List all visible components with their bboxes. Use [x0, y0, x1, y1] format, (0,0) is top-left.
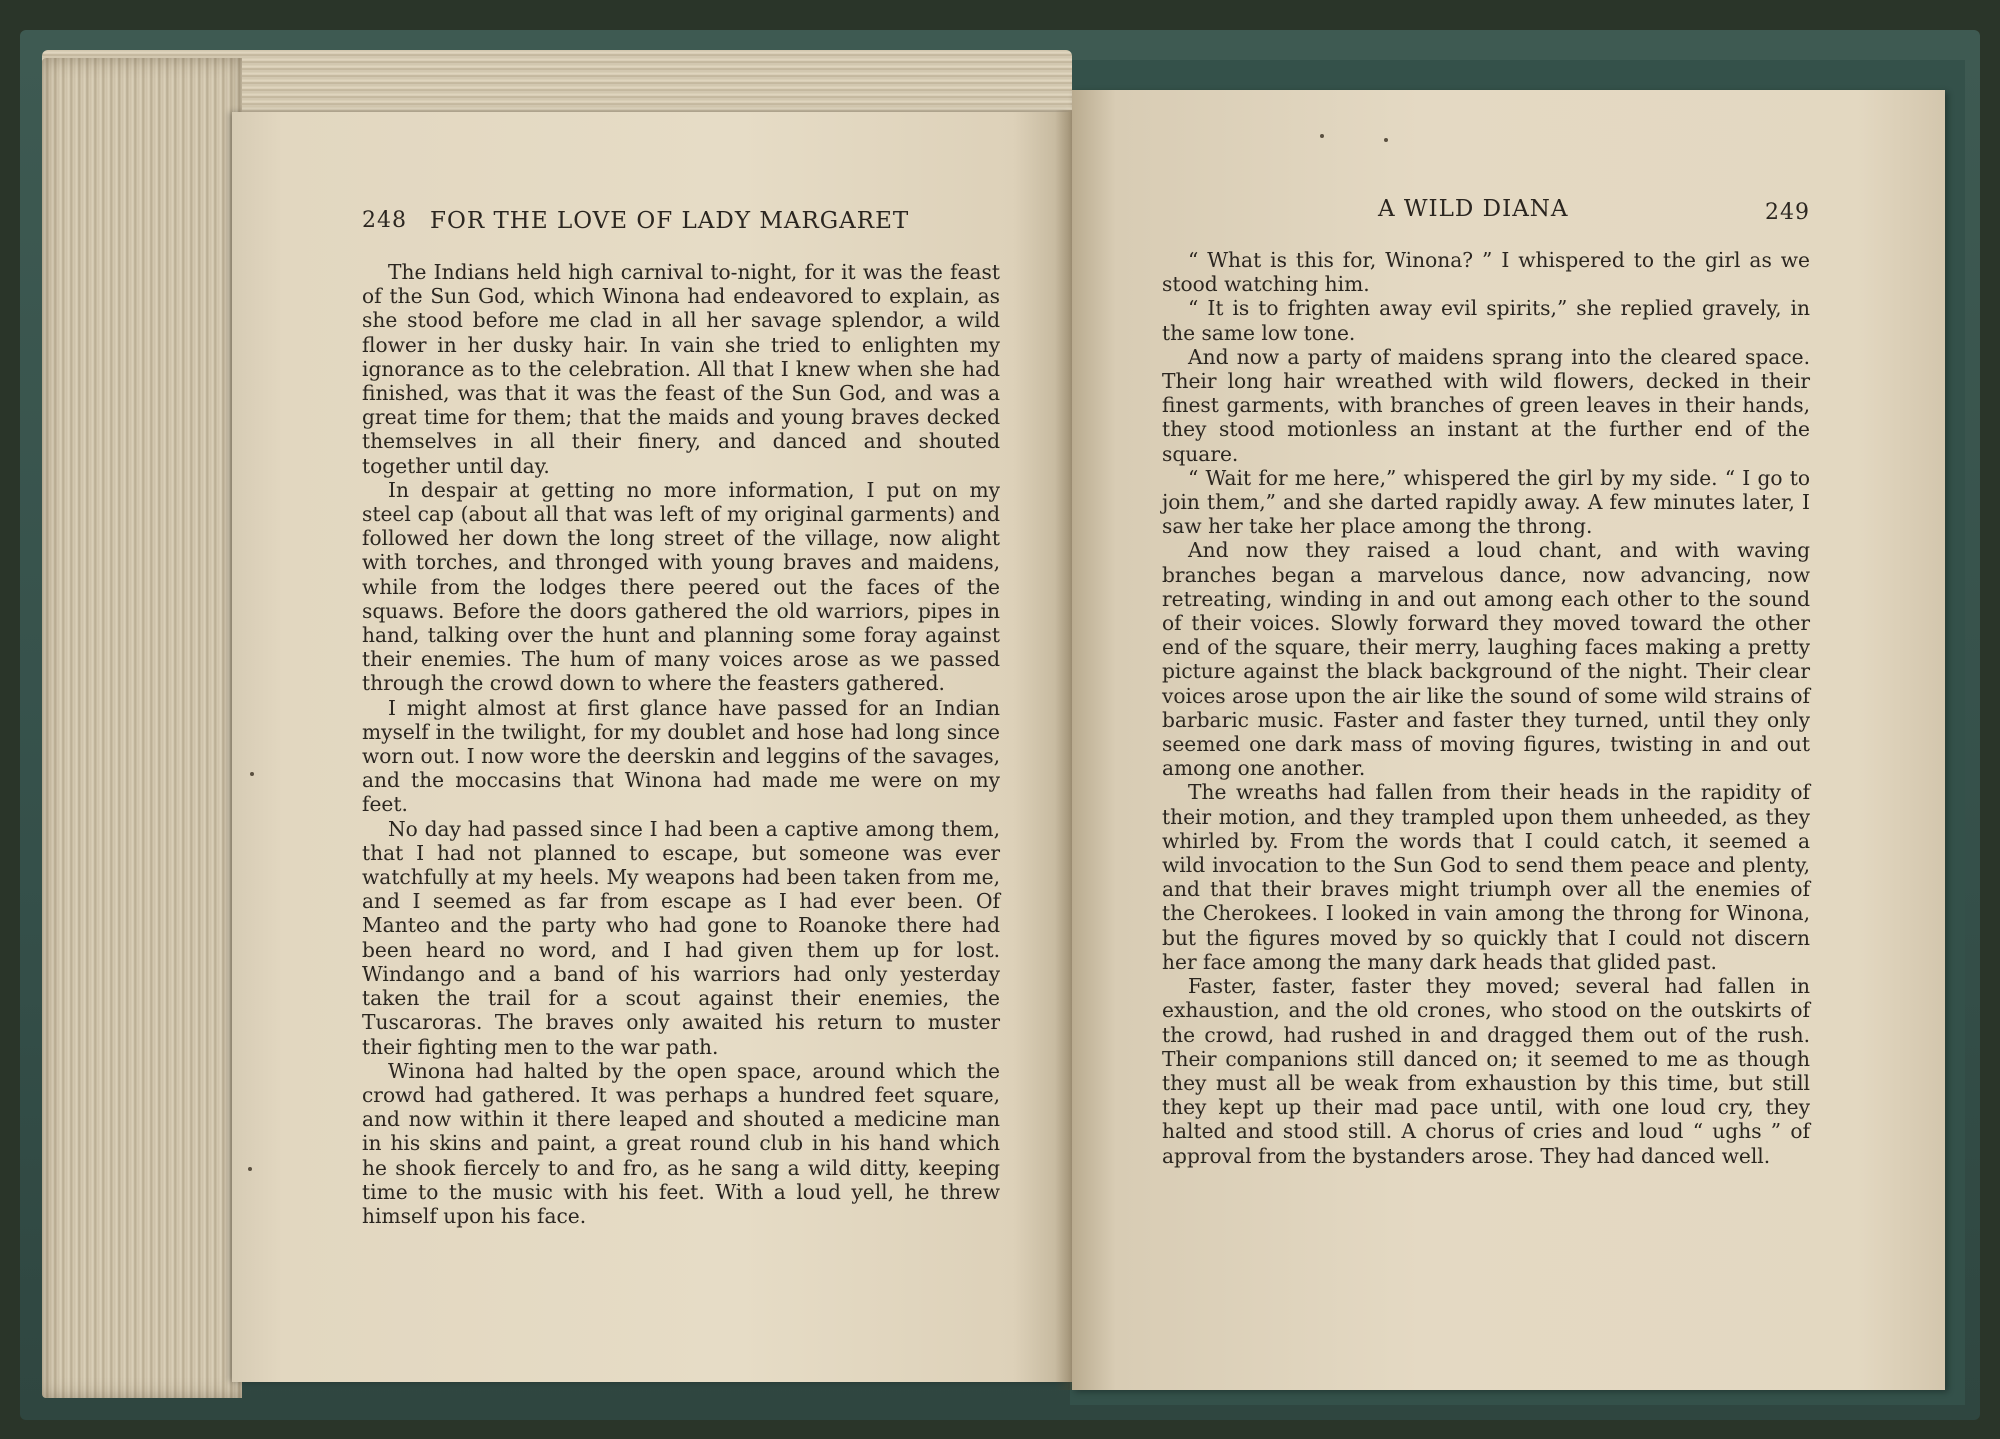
right-page-number: 249: [1765, 200, 1810, 225]
right-paragraph-6: The wreaths had fallen from their heads in the rapidity of their motion, and they trampled upon them unheeded, as they whirled by. From the words that I could catch, it seemed a wild invocation to the Sun God to send them peace and plenty, and that their braves might triumph over all the enemies of the Cherokees. I looked in vain among the throng for Winona, but the figures moved by so quickly that I could not discern her face among the many dark heads that glided past.: [1162, 780, 1810, 974]
right-paragraph-1: “ What is this for, Winona? ” I whispered to the girl as we stood watching him.: [1162, 248, 1810, 297]
page-block-side-edges: [42, 58, 242, 1398]
left-page-body: [362, 260, 1000, 1228]
paper-speck: [1320, 134, 1324, 138]
left-paragraph-2: In despair at getting no more information, I put on my steel cap (about all that was left of my original garments) and followed her down the long street of the village, now alight with torches, and thronged with young braves and maidens, while from the lodges there peered out the faces of the squaws. Before the doors gathered the old warriors, pipes in hand, talking over the hunt and planning some foray against their enemies. The hum of many voices arose as we passed through the crowd down to where the feasters gathered.: [362, 477, 1000, 696]
left-paragraph-3: I might almost at first glance have passed for an Indian myself in the twilight, for my doublet and hose had long since worn out. I now wore the deerskin and leggins of the savages, and the moccasins that Winona had made me were on my feet.: [362, 695, 1000, 817]
right-paragraph-2: “ It is to frighten away evil spirits,” she replied gravely, in the same low tone.: [1162, 296, 1810, 345]
left-running-head: FOR THE LOVE OF LADY MARGARET: [430, 208, 910, 234]
left-page: [232, 112, 1072, 1382]
left-page-number: 248: [362, 208, 407, 233]
right-page-body: [1162, 248, 1810, 1168]
left-paragraph-4: No day had passed since I had been a captive among them, that I had not planned to escape, but someone was ever watchfully at my heels. My weapons had been taken from me, and I seemed as far from escape as I had ever been. Of Manteo and the party who had gone to Roanoke there had been heard no word, and I had given them up for lost. Windango and a band of his warriors had only yesterday taken the trail for a scout against their enemies, the Tuscaroras. The braves only awaited his return to muster their fighting men to the war path.: [362, 816, 1000, 1059]
right-paragraph-3: And now a party of maidens sprang into the cleared space. Their long hair wreathed with wild flowers, decked in their finest garments, with branches of green leaves in their hands, they stood motionless an instant at the further end of the square.: [1162, 344, 1810, 466]
paper-speck: [248, 1167, 252, 1171]
right-running-head: A WILD DIANA: [1378, 196, 1569, 222]
right-paragraph-4: “ Wait for me here,” whispered the girl by my side. “ I go to join them,” and she darted rapidly away. A few minutes later, I saw her take her place among the throng.: [1162, 465, 1810, 539]
right-page: [1072, 90, 1945, 1390]
paper-speck: [1384, 138, 1388, 142]
left-paragraph-1: The Indians held high carnival to-night, for it was the feast of the Sun God, which Winona had endeavored to explain, as she stood before me clad in all her savage splendor, a wild flower in her dusky hair. In vain she tried to enlighten my ignorance as to the celebration. All that I knew when she had finished, was that it was the feast of the Sun God, and was a great time for them; that the maids and young braves decked themselves in all their finery, and danced and shouted together until day.: [362, 260, 1000, 478]
right-paragraph-5: And now they raised a loud chant, and with waving branches began a marvelous dance, now advancing, now retreating, winding in and out among each other to the sound of their voices. Slowly forward they moved toward the other end of the square, their merry, laughing faces making a pretty picture against the black background of the night. Their clear voices arose upon the air like the sound of some wild strains of barbaric music. Faster and faster they turned, until they only seemed one dark mass of moving figures, twisting in and out among one another.: [1162, 538, 1810, 781]
paper-speck: [250, 772, 254, 776]
right-paragraph-7: Faster, faster, faster they moved; several had fallen in exhaustion, and the old crones, who stood on the outskirts of the crowd, had rushed in and dragged them out of the rush. Their companions still danced on; it seemed to me as though they must all be weak from exhaustion by this time, but still they kept up their mad pace until, with one loud cry, they halted and stood still. A chorus of cries and loud “ ughs ” of approval from the bystanders arose. They had danced well.: [1162, 974, 1810, 1168]
left-paragraph-5: Winona had halted by the open space, around which the crowd had gathered. It was perhaps a hundred feet square, and now within it there leaped and shouted a medicine man in his skins and paint, a great round club in his hand which he shook fiercely to and fro, as he sang a wild ditty, keeping time to the music with his feet. With a loud yell, he threw himself upon his face.: [362, 1058, 1000, 1228]
